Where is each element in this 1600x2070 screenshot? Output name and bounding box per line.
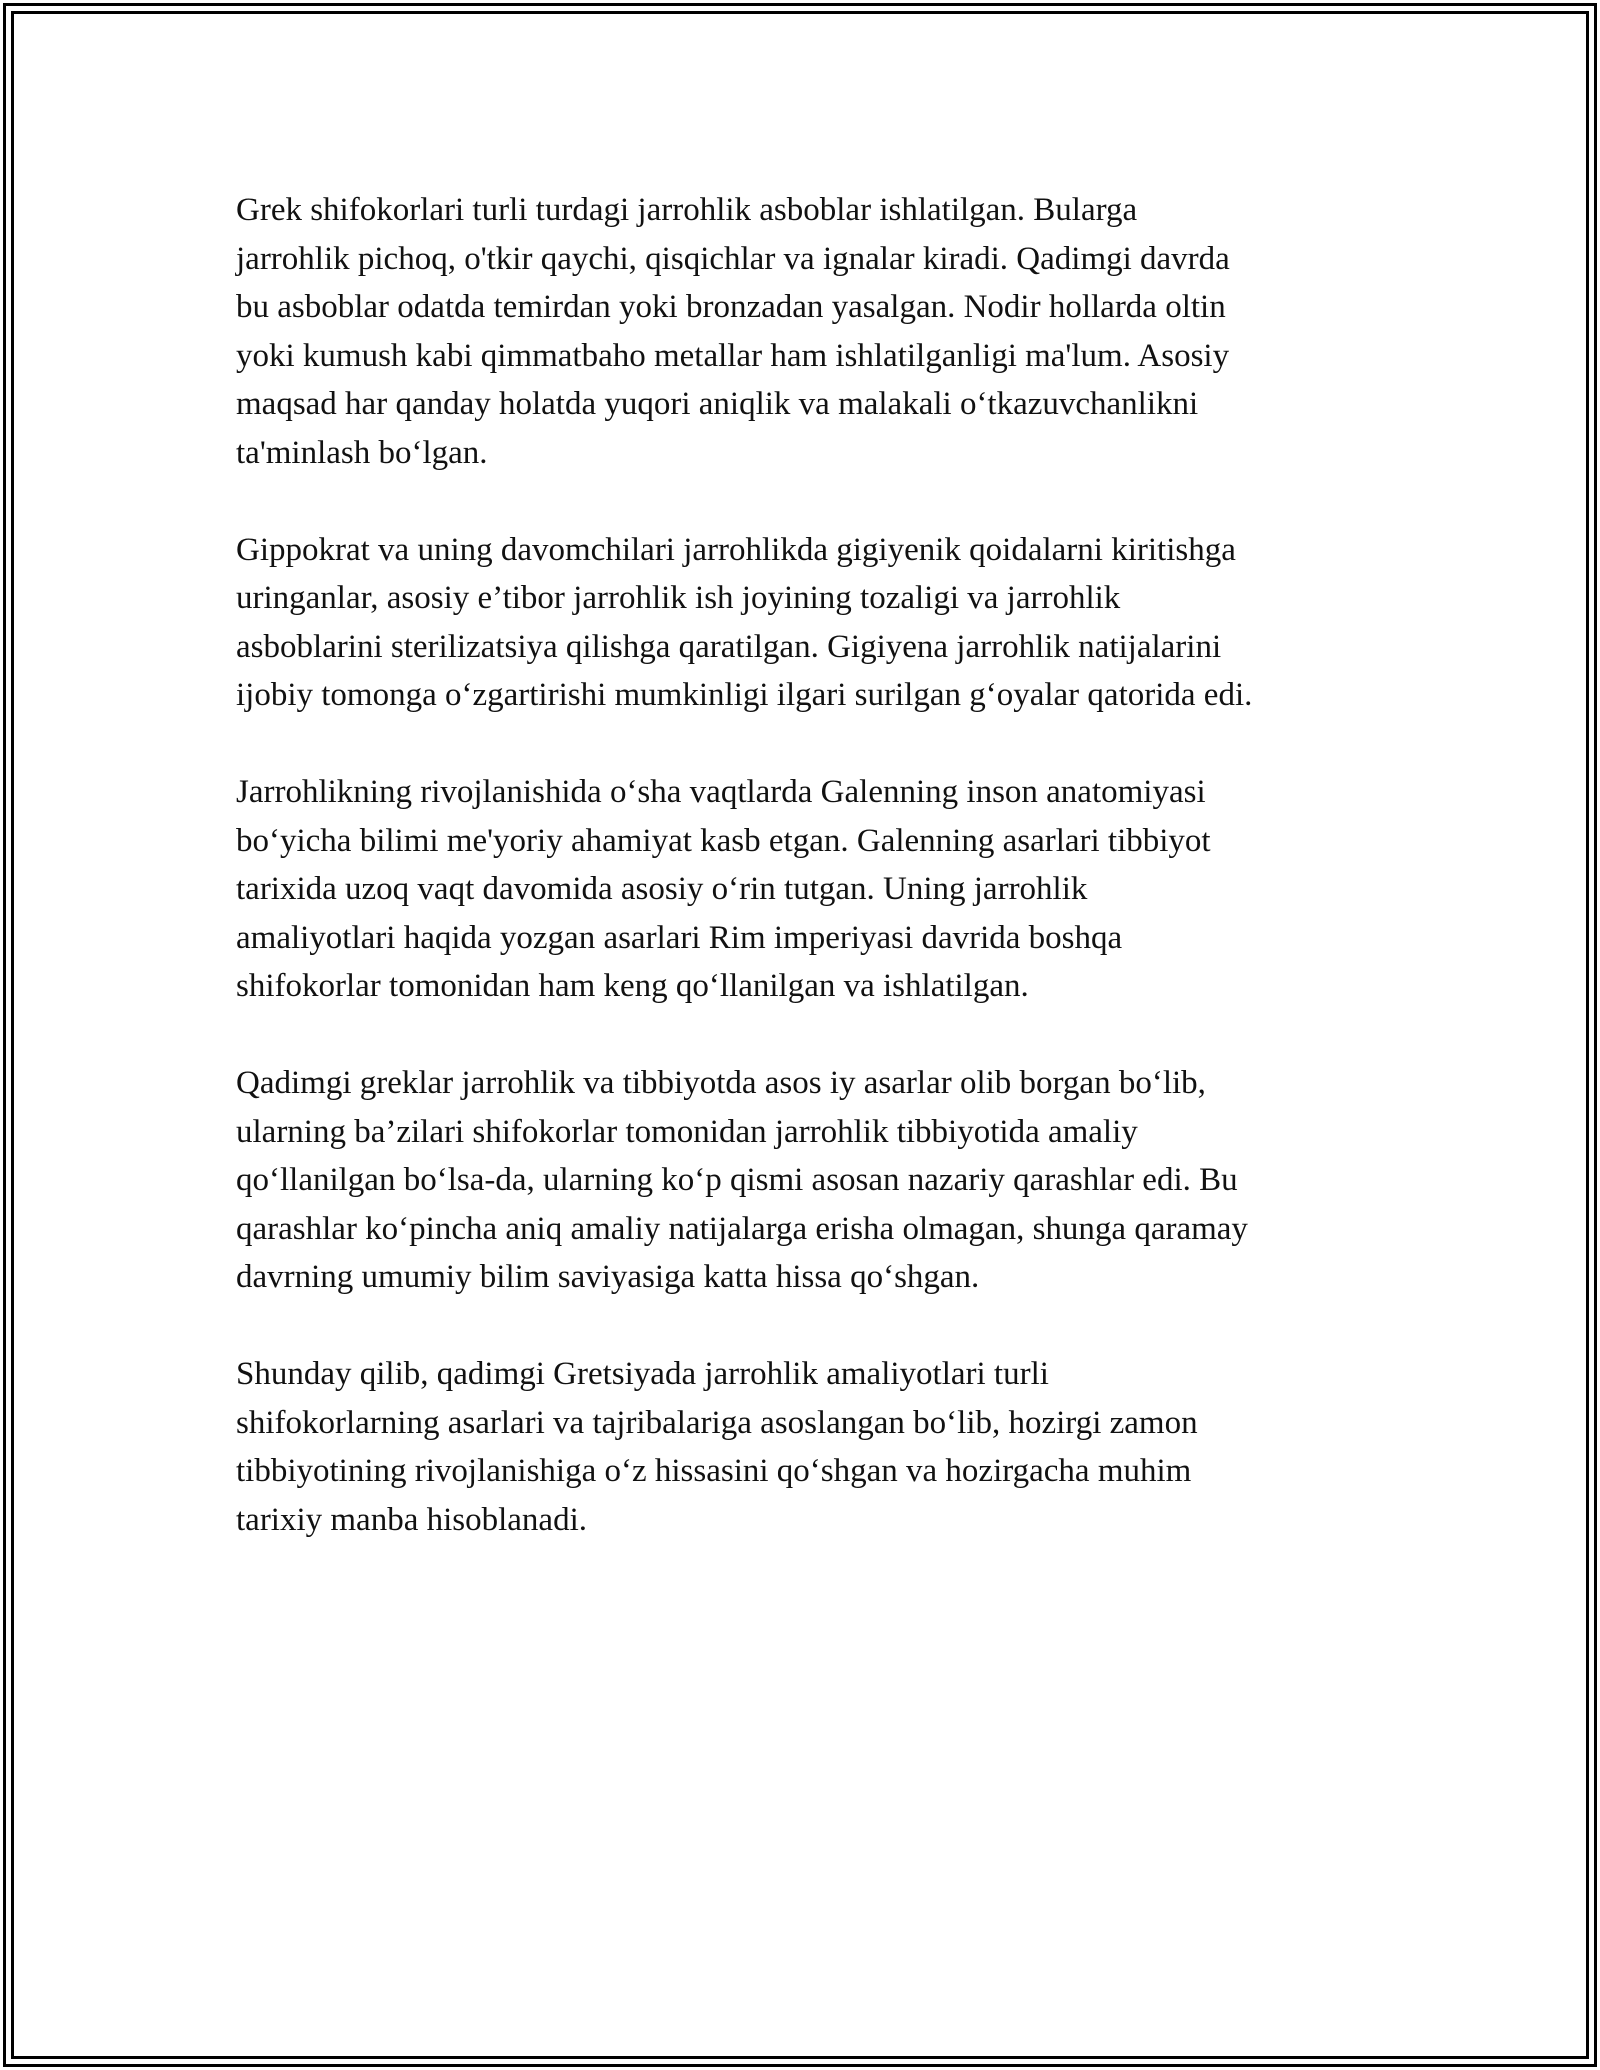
text-line: davrning umumiy bilim saviyasiga katta hissa qo‘shgan. [236,1259,980,1295]
text-line: Shunday qilib, qadimgi Gretsiyada jarrohlik amaliyotlari turli [236,1356,1049,1392]
text-line: yoki kumush kabi qimmatbaho metallar ham ishlatilganligi ma'lum. Asosiy [236,337,1230,374]
text-line: bo‘yicha bilimi me'yoriy ahamiyat kasb etgan. Galenning asarlari tibbiyot [236,822,1211,859]
paragraph-2 [236,526,1376,720]
text-line: amaliyotlari haqida yozgan asarlari Rim imperiyasi davrida boshqa [236,919,1123,956]
text-line: ularning ba’zilari shifokorlar tomonidan jarrohlik tibbiyotida amaliy [236,1113,1138,1150]
paragraph-5 [236,1350,1376,1544]
text-line: ta'minlash bo‘lgan. [236,434,488,471]
text-line: Qadimgi greklar jarrohlik va tibbiyotda asos iy asarlar olib borgan bo‘lib, [236,1065,1206,1101]
text-line: qarashlar ko‘pincha aniq amaliy natijalarga erisha olmagan, shunga qaramay [236,1210,1248,1247]
text-line: maqsad har qanday holatda yuqori aniqlik va malakali o‘tkazuvchanlikni [236,386,1199,422]
text-line: shifokorlarning asarlari va tajribalariga asoslangan bo‘lib, hozirgi zamon [236,1404,1198,1441]
document-body [236,186,1376,1593]
text-line: tarixiy manba hisoblanadi. [236,1501,587,1538]
text-line: Gippokrat va uning davomchilari jarrohlikda gigiyenik qoidalarni kiritishga [236,531,1236,568]
text-line: Jarrohlikning rivojlanishida o‘sha vaqtlarda Galenning inson anatomiyasi [236,774,1206,810]
text-line: qo‘llanilgan bo‘lsa-da, ularning ko‘p qismi asosan nazariy qarashlar edi. Bu [236,1162,1238,1198]
paragraph-1 [236,186,1376,477]
text-line: bu asboblar odatda temirdan yoki bronzadan yasalgan. Nodir hollarda oltin [236,289,1226,325]
text-line: Grek shifokorlari turli turdagi jarrohlik asboblar ishlatilgan. Bularga [236,192,1138,228]
text-line: ijobiy tomonga o‘zgartirishi mumkinligi ilgari surilgan g‘oyalar qatorida edi. [236,677,1253,713]
paragraph-4 [236,1059,1376,1302]
text-line: tibbiyotining rivojlanishiga o‘z hissasini qo‘shgan va hozirgacha muhim [236,1453,1192,1489]
text-line: tarixida uzoq vaqt davomida asosiy o‘rin tutgan. Uning jarrohlik [236,871,1088,907]
text-line: jarrohlik pichoq, o'tkir qaychi, qisqichlar va ignalar kiradi. Qadimgi davrda [236,240,1230,277]
text-line: asboblarini sterilizatsiya qilishga qaratilgan. Gigiyena jarrohlik natijalarini [236,628,1222,665]
text-line: uringanlar, asosiy e’tibor jarrohlik ish joyining tozaligi va jarrohlik [236,580,1121,616]
paragraph-3 [236,768,1376,1011]
text-line: shifokorlar tomonidan ham keng qo‘llanilgan va ishlatilgan. [236,968,1029,1004]
